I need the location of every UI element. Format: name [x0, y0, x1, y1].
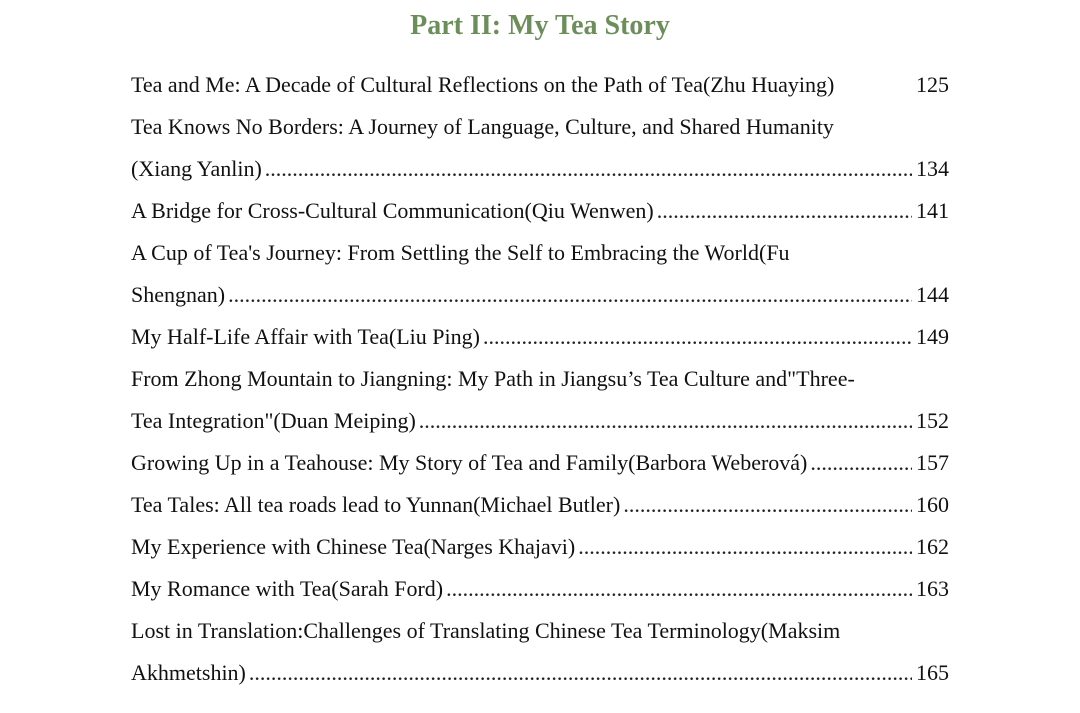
toc-entry[interactable] [131, 106, 949, 190]
toc-entry-title: A Bridge for Cross-Cultural Communication(Qiu Wenwen) [131, 198, 654, 223]
toc-entry[interactable] [131, 568, 949, 610]
toc-entry-title: Tea and Me: A Decade of Cultural Reflections on the Path of Tea(Zhu Huaying) [131, 72, 835, 97]
dot-leader [623, 484, 912, 526]
toc-entry-page-number: 163 [916, 576, 949, 601]
dot-leader [657, 190, 912, 232]
toc-entry[interactable] [131, 610, 949, 694]
toc-entry[interactable] [131, 526, 949, 568]
dot-leader [265, 148, 912, 190]
toc-entry[interactable] [131, 484, 949, 526]
dot-leader [228, 274, 912, 316]
toc-entry-title-line: Lost in Translation:Challenges of Translating Chinese Tea Terminology(Maksim [131, 618, 841, 643]
toc-entry-tail [131, 190, 949, 232]
toc-entry-page-number: 152 [916, 408, 949, 433]
toc-entry-tail [131, 568, 949, 610]
toc-entry-page-number: 157 [916, 450, 949, 475]
toc-entry-title: My Romance with Tea(Sarah Ford) [131, 576, 444, 601]
toc-entry-title-line: A Cup of Tea's Journey: From Settling the Self to Embracing the World(Fu [131, 240, 790, 265]
toc-entry[interactable] [131, 442, 949, 484]
toc-entry-page-number: 141 [916, 198, 949, 223]
toc-entry-title: Shengnan) [131, 282, 226, 307]
toc-entry[interactable] [131, 358, 949, 442]
toc-entry[interactable] [131, 232, 949, 316]
toc-entry-title-line: From Zhong Mountain to Jiangning: My Path in Jiangsu’s Tea Culture and"Three- [131, 366, 855, 391]
toc-entry-tail [131, 316, 949, 358]
toc-entry-title: Tea Tales: All tea roads lead to Yunnan(Michael Butler) [131, 492, 621, 517]
dot-leader [483, 316, 912, 358]
dot-leader [810, 442, 912, 484]
dot-leader [578, 526, 912, 568]
toc-entry-tail [131, 400, 949, 442]
toc-entry[interactable] [131, 64, 949, 106]
toc-entry-page-number: 162 [916, 534, 949, 559]
toc-list [131, 64, 949, 694]
toc-entry-tail [131, 526, 949, 568]
part-title: Part II: My Tea Story [410, 10, 670, 41]
toc-entry-page-number: 134 [916, 156, 949, 181]
toc-entry-tail [131, 274, 949, 316]
toc-entry-title: Growing Up in a Teahouse: My Story of Tea and Family(Barbora Weberová) [131, 450, 808, 475]
toc-entry-title: (Xiang Yanlin) [131, 156, 262, 181]
toc-entry[interactable] [131, 316, 949, 358]
toc-entry-title: Tea Integration"(Duan Meiping) [131, 408, 416, 433]
toc-entry[interactable] [131, 190, 949, 232]
dot-leader [249, 652, 912, 694]
toc-entry-page-number: 144 [916, 282, 949, 307]
toc-entry-title-line: Tea Knows No Borders: A Journey of Language, Culture, and Shared Humanity [131, 114, 834, 139]
toc-entry-page-number: 160 [916, 492, 949, 517]
toc-entry-page-number: 165 [916, 660, 949, 685]
toc-entry-tail [131, 442, 949, 484]
dot-leader [446, 568, 912, 610]
toc-entry-title: My Experience with Chinese Tea(Narges Khajavi) [131, 534, 576, 559]
toc-entry-tail [131, 148, 949, 190]
toc-entry-tail [131, 484, 949, 526]
toc-entry-page-number: 149 [916, 324, 949, 349]
toc-entry-page-number: 125 [916, 72, 949, 97]
toc-entry-title: My Half-Life Affair with Tea(Liu Ping) [131, 324, 480, 349]
toc-entry-tail [131, 652, 949, 694]
dot-leader [419, 400, 912, 442]
toc-entry-tail [131, 64, 949, 106]
toc-entry-title: Akhmetshin) [131, 660, 246, 685]
